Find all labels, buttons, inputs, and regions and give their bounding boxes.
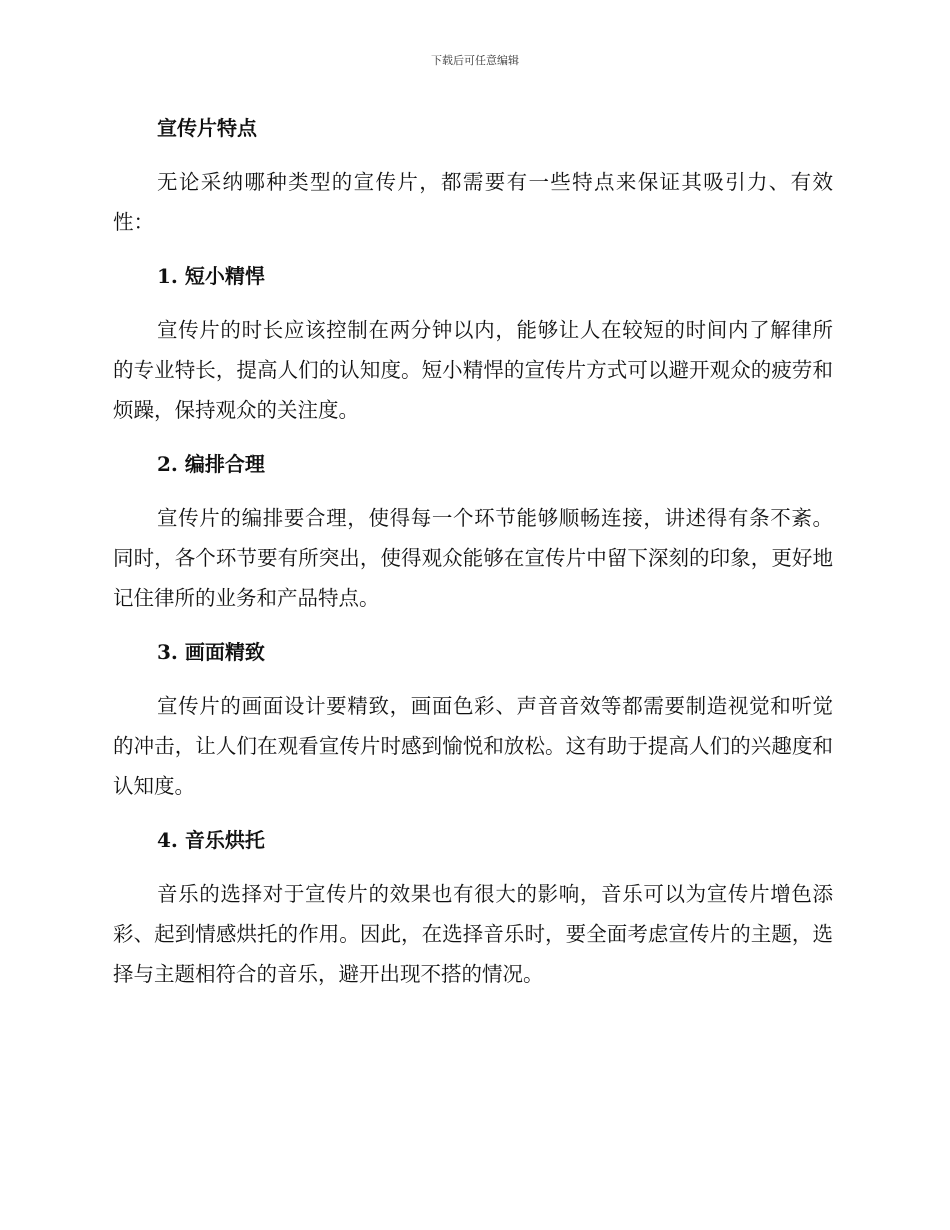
section-heading: 宣传片特点 [157, 116, 257, 140]
section-short-concise [113, 256, 833, 444]
section-heading: 2. 编排合理 [157, 452, 265, 476]
document-body [113, 108, 833, 994]
section-features [113, 108, 833, 256]
section-heading: 3. 画面精致 [157, 640, 265, 664]
section-paragraph: 宣传片的时长应该控制在两分钟以内，能够让人在较短的时间内了解律所的专业特长，提高人们的认知度。短小精悍的宣传片方式可以避开观众的疲劳和烦躁，保持观众的关注度。 [113, 318, 833, 422]
section-arrangement [113, 444, 833, 632]
section-paragraph: 音乐的选择对于宣传片的效果也有很大的影响，音乐可以为宣传片增色添彩、起到情感烘托的作用。因此，在选择音乐时，要全面考虑宣传片的主题，选择与主题相符合的音乐，避开出现不搭的情况。 [113, 882, 833, 986]
section-paragraph: 宣传片的画面设计要精致，画面色彩、声音音效等都需要制造视觉和听觉的冲击，让人们在观看宣传片时感到愉悦和放松。这有助于提高人们的兴趣度和认知度。 [113, 694, 833, 798]
section-music [113, 820, 833, 994]
running-header: 下载后可任意编辑 [431, 54, 519, 67]
section-visuals [113, 632, 833, 820]
section-paragraph: 无论采纳哪种类型的宣传片，都需要有一些特点来保证其吸引力、有效性： [113, 170, 833, 234]
section-heading: 1. 短小精悍 [157, 264, 265, 288]
section-heading: 4. 音乐烘托 [157, 828, 265, 852]
section-paragraph: 宣传片的编排要合理，使得每一个环节能够顺畅连接，讲述得有条不紊。同时，各个环节要有所突出，使得观众能够在宣传片中留下深刻的印象，更好地记住律所的业务和产品特点。 [113, 506, 833, 610]
